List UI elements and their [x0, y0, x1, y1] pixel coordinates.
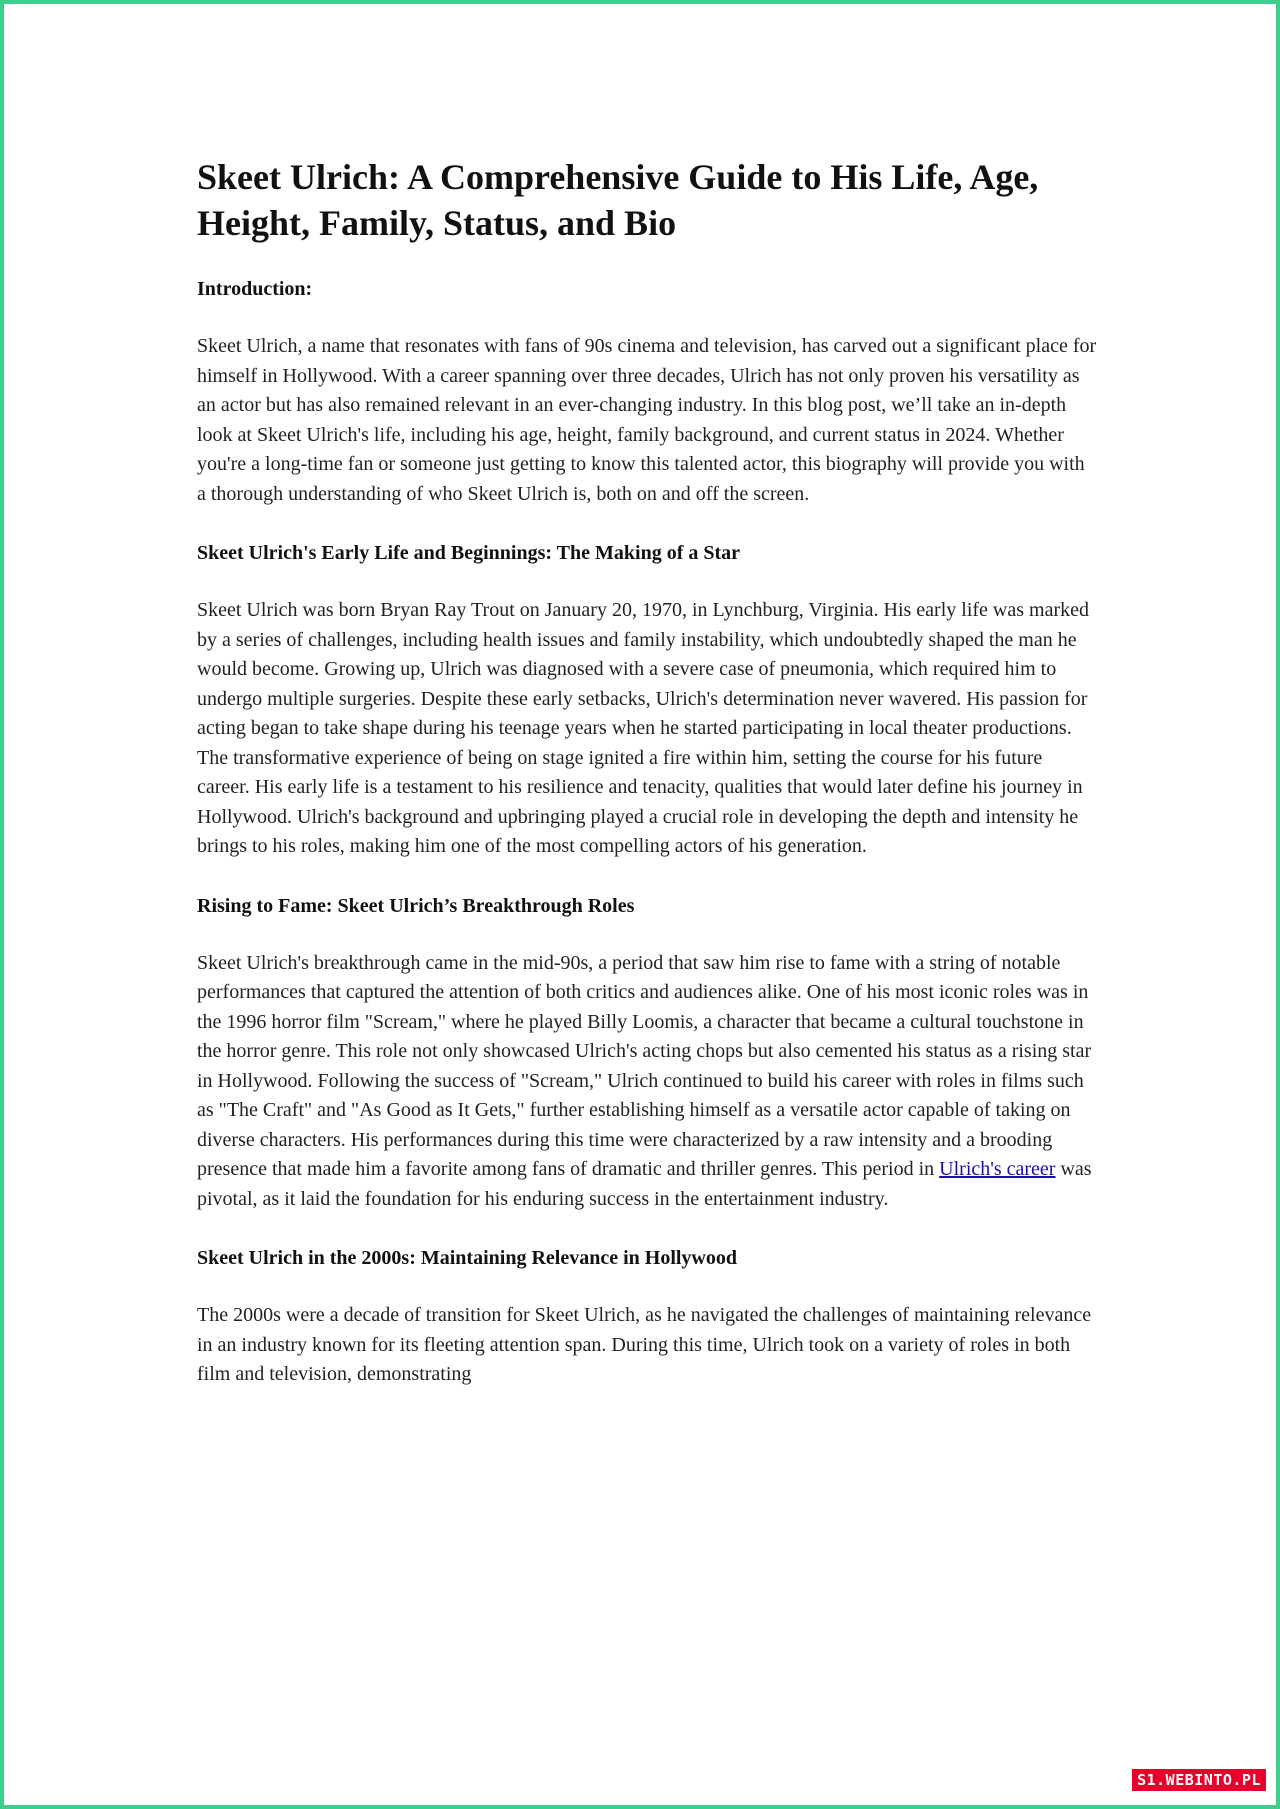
ulrich-career-link[interactable]: Ulrich's career [939, 1158, 1056, 1180]
paragraph-text-before-link: Skeet Ulrich's breakthrough came in the mid-90s, a period that saw him rise to fame with a string of notable performances that captured the attention of both critics and audiences alike. One of his most iconic roles was in the 1996 horror film "Scream," where he played Billy Loomis, a character that became a cultural touchstone in the horror genre. This role not only showcased Ulrich's acting chops but also cemented his status as a rising star in Hollywood. Following the success of "Scream," Ulrich continued to build his career with roles in films such as "The Craft" and "As Good as It Gets," further establishing himself as a versatile actor capable of taking on diverse characters. His performances during this time were characterized by a raw intensity and a brooding presence that made him a favorite among fans of dramatic and thriller genres. This period in [197, 951, 1092, 1180]
paragraph-2000s: The 2000s were a decade of transition for Skeet Ulrich, as he navigated the challenges of maintaining relevance in an industry known for its fleeting attention span. During this time, Ulrich took on a variety of roles in both film and television, demonstrating [197, 1304, 1092, 1385]
paragraph-rising-to-fame [197, 949, 1097, 1215]
section-heading-introduction: Introduction: [197, 278, 313, 300]
paragraph-early-life: Skeet Ulrich was born Bryan Ray Trout on January 20, 1970, in Lynchburg, Virginia. His early life was marked by a series of challenges, including health issues and family instability, which undoubtedly shaped the man he would become. Growing up, Ulrich was diagnosed with a severe case of pneumonia, which required him to undergo multiple surgeries. Despite these early setbacks, Ulrich's determination never wavered. His passion for acting began to take shape during his teenage years when he started participating in local theater productions. The transformative experience of being on stage ignited a fire within him, setting the course for his future career. His early life is a testament to his resilience and tenacity, qualities that would later define his journey in Hollywood. Ulrich's background and upbringing played a crucial role in developing the depth and intensity he brings to his roles, making him one of the most compelling actors of his generation. [197, 599, 1090, 857]
paragraph-introduction: Skeet Ulrich, a name that resonates with fans of 90s cinema and television, has carved out a significant place for himself in Hollywood. With a career spanning over three decades, Ulrich has not only proven his versatility as an actor but has also remained relevant in an ever-changing industry. In this blog post, we’ll take an in-depth look at Skeet Ulrich's life, including his age, height, family background, and current status in 2024. Whether you're a long-time fan or someone just getting to know this talented actor, this biography will provide you with a thorough understanding of who Skeet Ulrich is, both on and off the screen. [197, 335, 1097, 505]
watermark-badge: S1.WEBINTO.PL [1132, 1769, 1266, 1791]
article [197, 154, 1097, 1421]
section-heading-2000s: Skeet Ulrich in the 2000s: Maintaining Relevance in Hollywood [197, 1247, 737, 1269]
section-heading-early-life: Skeet Ulrich's Early Life and Beginnings: The Making of a Star [197, 542, 741, 564]
article-title: Skeet Ulrich: A Comprehensive Guide to His Life, Age, Height, Family, Status, and Bio [197, 157, 1039, 243]
section-heading-rising-to-fame: Rising to Fame: Skeet Ulrich’s Breakthrough Roles [197, 894, 635, 917]
paragraph-text-after-link: was pivotal, as it laid the foundation for his enduring success in the entertainment industry. [197, 1158, 1092, 1210]
